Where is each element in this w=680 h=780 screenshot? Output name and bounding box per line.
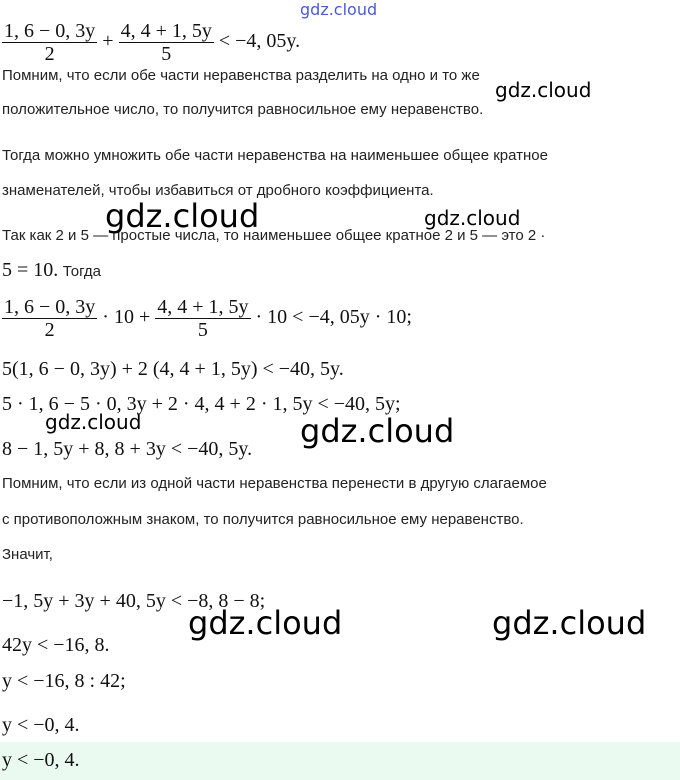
math-line-2 [2,296,412,341]
math-line-5: 8 − 1, 5y + 8, 8 + 3y < −40, 5y. [2,438,253,460]
fraction-numerator: 1, 6 − 0, 3y [4,20,96,42]
watermark: gdz.cloud [105,197,260,235]
math-line-9: y < −0, 4. [2,714,80,736]
fraction [2,20,97,65]
inequality-rhs: · 10 < −4, 05y · 10; [255,306,412,329]
math-inline: 5 = 10. [2,259,59,281]
watermark: gdz.cloud [188,604,343,642]
math-line-3: 5(1, 6 − 0, 3y) + 2 (4, 4 + 1, 5y) < −40, 5y. [2,358,344,380]
fraction-denominator: 5 [155,318,250,341]
text-paragraph: Так как 2 и 5 — простые числа, то наименьшее общее кратное 2 и 5 — это 2 · [2,227,546,244]
fraction-denominator: 2 [2,318,97,341]
text-inline: Тогда [62,263,101,280]
text-paragraph: с противоположным знаком, то получится равносильное ему неравенство. [2,511,524,528]
watermark: gdz.cloud [492,604,647,642]
fraction-denominator: 5 [119,42,214,65]
operator: + [102,30,114,53]
math-line-8: y < −16, 8 : 42; [2,670,126,692]
answer-line: y < −0, 4. [2,749,80,771]
inequality-rhs: < −4, 05y. [218,30,301,53]
text-paragraph: Тогда можно умножить обе части неравенства на наименьшее общее кратное [2,147,548,164]
math-line-6: −1, 5y + 3y + 40, 5y < −8, 8 − 8; [2,590,266,612]
fraction-numerator: 4, 4 + 1, 5y [157,296,249,318]
math-line-4: 5 · 1, 6 − 5 · 0, 3y + 2 · 4, 4 + 2 · 1, 5y < −40, 5y; [2,393,401,415]
fraction [119,20,214,65]
watermark: gdz.cloud [424,206,521,230]
math-line-7: 42y < −16, 8. [2,634,110,656]
fraction-denominator: 2 [2,42,97,65]
watermark: gdz.cloud [45,410,142,434]
text-paragraph: положительное число, то получится равносильное ему неравенство. [2,101,484,118]
operator: · 10 + [102,306,151,329]
math-line-1 [2,20,300,65]
fraction [155,296,250,341]
fraction-numerator: 1, 6 − 0, 3y [4,296,96,318]
text-paragraph: Помним, что если из одной части неравенства перенести в другую слагаемое [2,475,547,492]
text-paragraph: Значит, [2,546,53,563]
text-line [2,258,101,282]
watermark-top: gdz.cloud [300,0,378,19]
watermark: gdz.cloud [495,78,592,102]
answer-highlight [0,742,680,780]
watermark: gdz.cloud [300,412,455,450]
fraction-numerator: 4, 4 + 1, 5y [120,20,212,42]
text-paragraph: Помним, что если обе части неравенства разделить на одно и то же [2,67,480,84]
fraction [2,296,97,341]
text-paragraph: знаменателей, чтобы избавиться от дробного коэффициента. [2,182,434,199]
